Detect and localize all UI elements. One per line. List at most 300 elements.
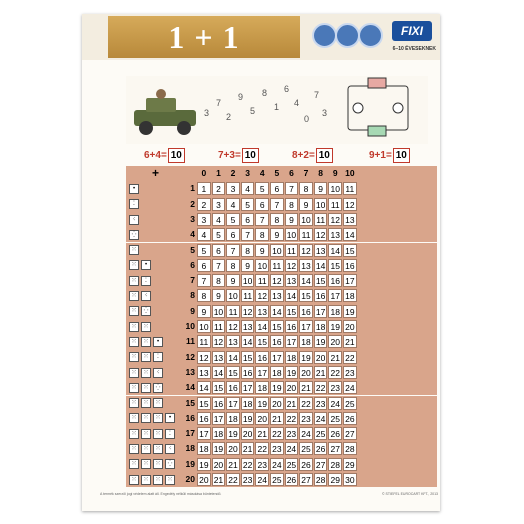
sum-cell: 6 [241, 213, 255, 226]
sum-cell: 7 [212, 259, 226, 272]
die-icon: ⁙ [129, 383, 139, 393]
sum-cell: 24 [255, 473, 269, 486]
table-row [126, 288, 437, 303]
sum-cell: 13 [343, 213, 357, 226]
sum-cell: 25 [328, 412, 342, 425]
sum-cell: 27 [314, 458, 328, 471]
sum-cell: 13 [241, 320, 255, 333]
sum-cell: 16 [255, 351, 269, 364]
sum-cell: 27 [343, 427, 357, 440]
sum-cell: 20 [299, 366, 313, 379]
sum-cell: 28 [343, 442, 357, 455]
sum-cell: 8 [212, 274, 226, 287]
sum-cell: 17 [314, 305, 328, 318]
svg-text:0: 0 [304, 114, 310, 124]
sum-cell: 22 [314, 381, 328, 394]
sum-cell: 8 [255, 228, 269, 241]
column-header: 4 [259, 168, 265, 178]
sum-cell: 23 [285, 427, 299, 440]
sum-cell: 8 [241, 244, 255, 257]
sum-cell: 25 [299, 442, 313, 455]
sum-cell: 19 [299, 351, 313, 364]
table-row [126, 380, 437, 395]
sum-cell: 14 [343, 228, 357, 241]
sum-cell: 18 [270, 366, 284, 379]
footer-copyright-note: A termék szerzői jogi védelem alatt áll. Engedély nélküli másolása büntetendő. [100, 492, 222, 496]
table-row [126, 273, 437, 288]
sum-cell: 14 [270, 305, 284, 318]
column-header: 2 [230, 168, 236, 178]
sum-cell: 16 [343, 259, 357, 272]
dice-group [126, 273, 186, 288]
sum-cell: 22 [328, 366, 342, 379]
sum-cell: 7 [270, 198, 284, 211]
column-header: 8 [318, 168, 323, 178]
sum-cell: 14 [197, 381, 211, 394]
sum-cell: 13 [328, 228, 342, 241]
sum-cell: 19 [226, 427, 240, 440]
svg-text:9: 9 [238, 92, 244, 102]
sum-cell: 14 [285, 289, 299, 302]
row-label: 19 [185, 458, 195, 469]
die-icon: • [129, 184, 139, 194]
dice-group [126, 365, 186, 380]
column-header: 1 [216, 168, 221, 178]
sum-cell: 25 [285, 458, 299, 471]
sum-cell: 14 [328, 244, 342, 257]
sum-cell: 10 [226, 289, 240, 302]
sum-cell: 24 [285, 442, 299, 455]
sum-cell: 16 [285, 320, 299, 333]
sum-cell: 13 [285, 274, 299, 287]
die-icon: ⁙ [129, 352, 139, 362]
column-header: 6 [289, 168, 294, 178]
sum-cell: 27 [328, 442, 342, 455]
sum-result: 10 [393, 148, 410, 163]
sum-cell: 13 [299, 259, 313, 272]
sum-cell: 14 [314, 259, 328, 272]
die-icon: ⁙ [129, 475, 139, 485]
header [82, 14, 440, 60]
die-icon: ⁚ [141, 276, 151, 286]
sum-cell: 18 [241, 397, 255, 410]
dice-group [126, 334, 186, 349]
sum-cell: 12 [226, 320, 240, 333]
sum-cell: 22 [299, 397, 313, 410]
sum-cell: 15 [255, 335, 269, 348]
sum-cell: 16 [197, 412, 211, 425]
die-icon: ⁙ [129, 322, 139, 332]
dice-group [126, 243, 186, 258]
sum-cell: 11 [226, 305, 240, 318]
sum-cell: 19 [314, 335, 328, 348]
sum-cell: 15 [285, 305, 299, 318]
die-icon: ⁙ [153, 413, 163, 423]
sum-cell: 21 [328, 351, 342, 364]
sum-cell: 21 [226, 458, 240, 471]
sum-cell: 22 [226, 473, 240, 486]
sum-cell: 15 [241, 351, 255, 364]
sum-cell: 20 [270, 397, 284, 410]
sum-cell: 9 [212, 289, 226, 302]
sum-cell: 12 [212, 335, 226, 348]
sum-cell: 6 [197, 259, 211, 272]
die-icon: ⁙ [153, 475, 163, 485]
sum-cell: 6 [270, 182, 284, 195]
table-row [126, 334, 437, 349]
table-row [126, 457, 437, 472]
sum-cell: 9 [285, 213, 299, 226]
sum-cell: 15 [226, 366, 240, 379]
sum-cell: 18 [197, 442, 211, 455]
sum-cell: 25 [270, 473, 284, 486]
sum-cell: 18 [226, 412, 240, 425]
dice-group [126, 380, 186, 395]
sum-cell: 20 [197, 473, 211, 486]
dice-group [126, 350, 186, 365]
sum-cell: 26 [285, 473, 299, 486]
dice-group [126, 441, 186, 456]
sum-cell: 7 [285, 182, 299, 195]
sum-cell: 19 [197, 458, 211, 471]
sum-cell: 13 [270, 289, 284, 302]
sum-cell: 17 [299, 320, 313, 333]
sum-cell: 26 [328, 427, 342, 440]
row-label: 10 [185, 321, 195, 331]
sum-cell: 30 [343, 473, 357, 486]
sum-cell: 12 [241, 305, 255, 318]
sum-cell: 4 [241, 182, 255, 195]
dice-group [126, 304, 186, 319]
sum-cell: 18 [314, 320, 328, 333]
svg-text:5: 5 [250, 106, 256, 116]
sum-cell: 18 [299, 335, 313, 348]
dice-group [126, 396, 186, 411]
sum-cell: 5 [212, 228, 226, 241]
sum-cell: 20 [241, 427, 255, 440]
sum-cell: 10 [299, 213, 313, 226]
age-group: 6–10 ÉVESEKNEK [392, 46, 436, 52]
sum-cell: 26 [343, 412, 357, 425]
table-row [126, 227, 437, 242]
sum-cell: 11 [241, 289, 255, 302]
table-header-row [126, 166, 437, 181]
sum-cell: 22 [270, 427, 284, 440]
sum-cell: 10 [241, 274, 255, 287]
sum-cell: 21 [255, 427, 269, 440]
sum-cell: 17 [270, 351, 284, 364]
sum-cell: 26 [299, 458, 313, 471]
sum-cell: 21 [212, 473, 226, 486]
page-title: 1 + 1 [168, 19, 240, 55]
sum-cell: 14 [241, 335, 255, 348]
dice-group [126, 426, 186, 441]
die-icon: ⁙ [129, 337, 139, 347]
sum-cell: 16 [226, 381, 240, 394]
sum-cell: 20 [212, 458, 226, 471]
sum-cell: 18 [343, 289, 357, 302]
sum-cell: 15 [343, 244, 357, 257]
sum-cell: 16 [299, 305, 313, 318]
sum-cell: 11 [299, 228, 313, 241]
title-band [108, 16, 300, 58]
die-icon: ⁙ [141, 398, 151, 408]
sum-cell: 23 [314, 397, 328, 410]
sum-equation [292, 146, 333, 164]
column-header: 0 [201, 168, 207, 178]
sum-cell: 23 [255, 458, 269, 471]
dice-group [126, 181, 186, 196]
sum-cell: 12 [328, 213, 342, 226]
sum-cell: 10 [314, 198, 328, 211]
sum-cell: 3 [212, 198, 226, 211]
sum-cell: 5 [255, 182, 269, 195]
sum-cell: 24 [270, 458, 284, 471]
sum-cell: 21 [343, 335, 357, 348]
sum-cell: 29 [328, 473, 342, 486]
sum-cell: 5 [197, 244, 211, 257]
table-row [126, 319, 437, 334]
sum-cell: 6 [226, 228, 240, 241]
sum-cell: 21 [314, 366, 328, 379]
sum-cell: 17 [226, 397, 240, 410]
die-icon: ⁛ [129, 230, 139, 240]
sum-cell: 20 [343, 320, 357, 333]
sum-cell: 3 [197, 213, 211, 226]
svg-text:6: 6 [284, 84, 290, 94]
sum-cell: 10 [328, 182, 342, 195]
svg-text:3: 3 [204, 108, 210, 118]
row-label: 14 [185, 382, 195, 393]
die-icon: ⁙ [165, 475, 175, 485]
column-header: 3 [245, 168, 250, 178]
die-icon: ⁙ [129, 429, 139, 439]
sum-cell: 19 [255, 397, 269, 410]
sum-cell: 14 [212, 366, 226, 379]
die-icon: ⁙ [129, 260, 139, 270]
sum-cell: 23 [241, 473, 255, 486]
die-icon: ⁙ [153, 444, 163, 454]
illustration [126, 76, 428, 144]
die-icon: ⁙ [141, 459, 151, 469]
die-icon: ⁙ [129, 368, 139, 378]
sum-cell: 12 [255, 289, 269, 302]
column-header: 10 [345, 168, 355, 178]
column-header: 7 [303, 168, 309, 178]
sum-cell: 7 [226, 244, 240, 257]
sum-cell: 19 [212, 442, 226, 455]
sum-cell: 18 [328, 305, 342, 318]
sum-cell: 2 [212, 182, 226, 195]
die-icon: ⁙ [153, 429, 163, 439]
sum-cell: 12 [270, 274, 284, 287]
sum-cell: 4 [226, 198, 240, 211]
sum-result: 10 [242, 148, 259, 163]
table-row [126, 181, 437, 196]
sum-cell: 19 [343, 305, 357, 318]
die-icon: ⁙ [141, 413, 151, 423]
sum-cell: 17 [328, 289, 342, 302]
svg-text:1: 1 [274, 102, 280, 112]
table-row [126, 472, 437, 487]
sum-cell: 14 [255, 320, 269, 333]
die-icon: ⁙ [141, 383, 151, 393]
sum-cell: 24 [343, 381, 357, 394]
sum-cell: 11 [328, 198, 342, 211]
table-row [126, 350, 437, 365]
die-icon: ⁙ [141, 322, 151, 332]
brand-logo [392, 21, 432, 41]
sum-cell: 13 [197, 366, 211, 379]
sum-cell: 8 [226, 259, 240, 272]
row-label: 13 [185, 366, 195, 377]
sum-cell: 15 [299, 289, 313, 302]
die-icon: ⁛ [141, 306, 151, 316]
sum-cell: 16 [270, 335, 284, 348]
dice-group [126, 212, 186, 227]
sum-cell: 4 [197, 228, 211, 241]
sum-cell: 24 [328, 397, 342, 410]
row-label: 20 [185, 474, 195, 484]
table-row [126, 441, 437, 456]
sum-cell: 21 [285, 397, 299, 410]
svg-text:7: 7 [314, 90, 320, 100]
sum-cell: 7 [241, 228, 255, 241]
sum-cell: 19 [241, 412, 255, 425]
dice-group [126, 197, 186, 212]
dice-group [126, 227, 186, 242]
sum-cell: 17 [343, 274, 357, 287]
sum-cell: 13 [314, 244, 328, 257]
sum-cell: 7 [197, 274, 211, 287]
sum-cell: 23 [299, 412, 313, 425]
sum-cell: 20 [226, 442, 240, 455]
sum-cell: 27 [299, 473, 313, 486]
dice-group [126, 258, 186, 273]
sum-cell: 18 [285, 351, 299, 364]
die-icon: ⁙ [141, 444, 151, 454]
die-icon: ⁚ [165, 429, 175, 439]
sum-cell: 24 [299, 427, 313, 440]
die-icon: ⁖ [165, 444, 175, 454]
poster [82, 14, 440, 511]
row-label: 7 [190, 275, 195, 286]
die-icon: ⁚ [153, 352, 163, 362]
sum-cell: 3 [226, 182, 240, 195]
sum-cell: 16 [314, 289, 328, 302]
table-row [126, 212, 437, 227]
die-icon: ⁙ [153, 398, 163, 408]
sum-expression: 9+1= [369, 149, 392, 161]
sum-cell: 22 [343, 351, 357, 364]
sum-cell: 20 [328, 335, 342, 348]
sum-cell: 10 [285, 228, 299, 241]
sum-cell: 22 [255, 442, 269, 455]
sum-cell: 17 [212, 412, 226, 425]
svg-text:4: 4 [294, 98, 300, 108]
column-header: 5 [274, 168, 280, 178]
die-icon: ⁙ [129, 291, 139, 301]
sum-cell: 6 [255, 198, 269, 211]
row-label: 5 [190, 244, 195, 255]
sum-cell: 12 [314, 228, 328, 241]
row-label: 6 [190, 259, 195, 270]
sum-cell: 17 [197, 427, 211, 440]
sum-cell: 15 [314, 274, 328, 287]
sum-cell: 11 [343, 182, 357, 195]
sum-cell: 14 [226, 351, 240, 364]
row-label: 2 [190, 198, 195, 209]
die-icon: ⁙ [129, 413, 139, 423]
row-label: 12 [185, 351, 195, 362]
sum-cell: 19 [328, 320, 342, 333]
column-header: 9 [332, 168, 338, 178]
sum-cell: 24 [314, 412, 328, 425]
die-icon: ⁙ [141, 429, 151, 439]
sum-cell: 22 [241, 458, 255, 471]
sum-cell: 23 [343, 366, 357, 379]
brand-name: FIXI [400, 24, 423, 38]
sum-cell: 13 [255, 305, 269, 318]
sum-cell: 20 [255, 412, 269, 425]
plus-sign: + [152, 166, 160, 180]
sum-cell: 12 [299, 244, 313, 257]
sum-cell: 9 [314, 182, 328, 195]
sum-cell: 17 [241, 381, 255, 394]
dice-group [126, 288, 186, 303]
table-row [126, 411, 437, 426]
sum-cell: 15 [197, 397, 211, 410]
die-icon: ⁙ [129, 444, 139, 454]
die-icon: ⁖ [153, 368, 163, 378]
sum-cell: 7 [255, 213, 269, 226]
svg-text:8: 8 [262, 88, 268, 98]
sum-cell: 15 [328, 259, 342, 272]
table-row [126, 258, 437, 273]
row-label: 18 [185, 443, 195, 454]
sum-cell: 21 [270, 412, 284, 425]
row-label: 1 [190, 183, 195, 194]
sum-cell: 20 [285, 381, 299, 394]
sum-cell: 21 [241, 442, 255, 455]
die-icon: ⁙ [129, 276, 139, 286]
die-icon: ⁙ [129, 306, 139, 316]
sum-cell: 12 [285, 259, 299, 272]
die-icon: ⁙ [141, 368, 151, 378]
sum-expression: 8+2= [292, 149, 315, 161]
row-label: 4 [190, 229, 195, 240]
die-icon: • [153, 337, 163, 347]
table-row [126, 197, 437, 212]
die-icon: ⁙ [129, 245, 139, 255]
die-icon: ⁖ [129, 215, 139, 225]
sum-cell: 10 [212, 305, 226, 318]
sum-cell: 11 [212, 320, 226, 333]
sum-cell: 8 [197, 289, 211, 302]
dice-group [126, 457, 186, 472]
table-row [126, 304, 437, 319]
sum-cell: 11 [197, 335, 211, 348]
die-icon: ⁛ [165, 459, 175, 469]
sum-cell: 5 [241, 198, 255, 211]
sum-cell: 1 [197, 182, 211, 195]
sum-cell: 19 [285, 366, 299, 379]
sum-equation [369, 146, 410, 164]
sum-cell: 28 [328, 458, 342, 471]
sum-cell: 16 [212, 397, 226, 410]
die-icon: ⁙ [141, 352, 151, 362]
sum-cell: 22 [285, 412, 299, 425]
